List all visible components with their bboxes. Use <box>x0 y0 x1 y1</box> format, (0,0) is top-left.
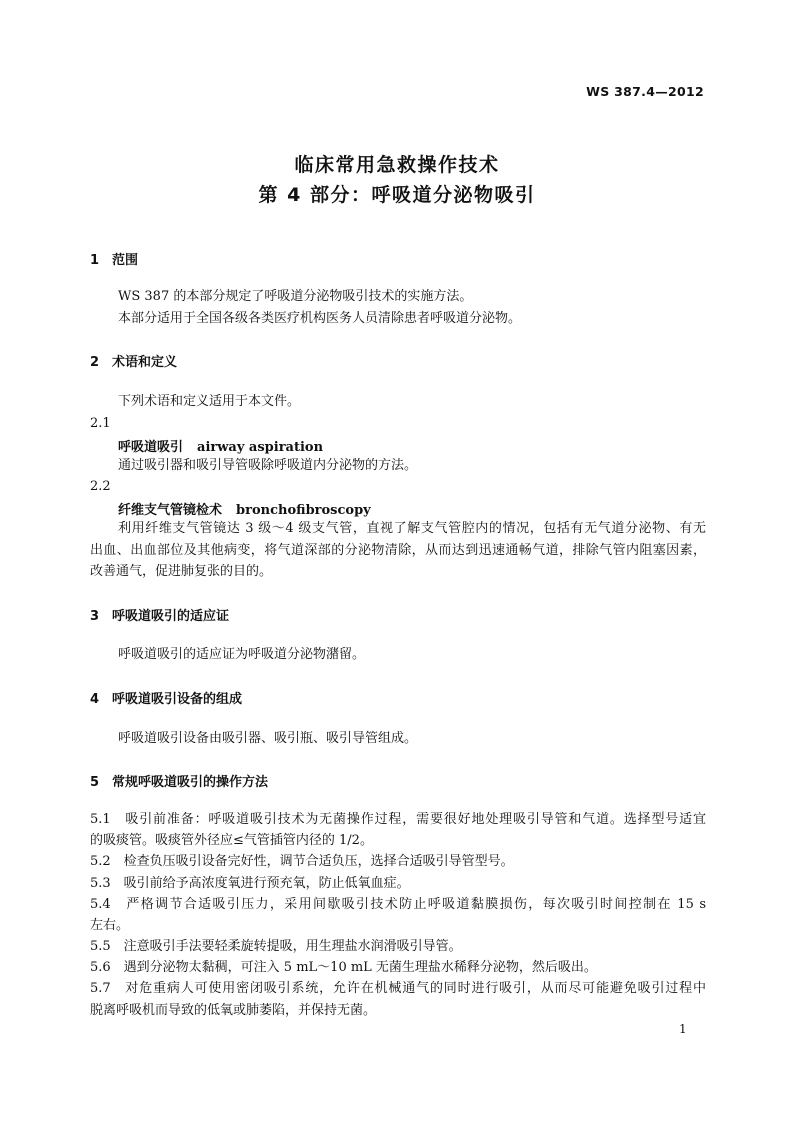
clause-5-1-cont: 的吸痰管。吸痰管外径应≤气管插管内径的 1/2。 <box>90 833 373 848</box>
term-definition: 通过吸引器和吸引导管吸除呼吸道内分泌物的方法。 <box>118 458 418 473</box>
section-number: 3 <box>90 609 100 624</box>
clause-5-4: 5.4 严格调节合适吸引压力，采用间歇吸引技术防止呼吸道黏膜损伤，每次吸引时间控制在 15 s <box>90 897 706 912</box>
term-definition: 出血、出血部位及其他病变，将气道深部的分泌物清除，从而达到迅速通畅气道，排除气管内阻塞因素， <box>90 543 706 558</box>
section-5-heading <box>90 771 268 790</box>
section-number: 5 <box>90 775 100 790</box>
paragraph: 呼吸道吸引设备由吸引器、吸引瓶、吸引导管组成。 <box>118 731 418 746</box>
clause-5-2: 5.2 检查负压吸引设备完好性，调节合适负压，选择合适吸引导管型号。 <box>90 854 514 869</box>
clause-5-4-cont: 左右。 <box>90 918 130 933</box>
section-1-heading <box>90 249 138 268</box>
section-number: 1 <box>90 253 100 268</box>
section-title: 呼吸道吸引设备的组成 <box>112 692 243 707</box>
section-2-heading <box>90 351 177 370</box>
term-zh: 纤维支气管镜检术 <box>118 503 223 518</box>
term-heading <box>118 436 323 455</box>
document-subtitle: 第 4 部分：呼吸道分泌物吸引 <box>258 184 536 206</box>
term-number: 2.1 <box>90 416 111 431</box>
section-4-heading <box>90 688 242 707</box>
clause-5-6: 5.6 遇到分泌物太黏稠，可注入 5 mL～10 mL 无菌生理盐水稀释分泌物，然后吸出。 <box>90 960 597 975</box>
paragraph: 呼吸道吸引的适应证为呼吸道分泌物潴留。 <box>118 647 366 662</box>
term-definition: 改善通气，促进肺复张的目的。 <box>90 564 273 579</box>
clause-5-7: 5.7 对危重病人可使用密闭吸引系统，允许在机械通气的同时进行吸引，从而尽可能避免吸引过程中 <box>90 981 706 996</box>
term-en: airway aspiration <box>197 440 324 455</box>
clause-5-1: 5.1 吸引前准备：呼吸道吸引技术为无菌操作过程，需要很好地处理吸引导管和气道。选择型号适宜 <box>90 812 706 827</box>
paragraph: WS 387 的本部分规定了呼吸道分泌物吸引技术的实施方法。 <box>118 289 473 304</box>
section-number: 4 <box>90 692 100 707</box>
section-title: 术语和定义 <box>112 355 178 370</box>
document-title: 临床常用急救操作技术 <box>294 154 500 176</box>
paragraph: 下列术语和定义适用于本文件。 <box>118 394 301 409</box>
term-heading <box>118 499 371 518</box>
term-number: 2.2 <box>90 479 111 494</box>
term-en: bronchofibroscopy <box>236 503 371 518</box>
section-title: 常规呼吸道吸引的操作方法 <box>112 775 269 790</box>
section-title: 范围 <box>112 253 139 268</box>
term-zh: 呼吸道吸引 <box>118 440 184 455</box>
section-number: 2 <box>90 355 100 370</box>
standard-number: WS 387.4—2012 <box>586 84 704 99</box>
clause-5-3: 5.3 吸引前给予高浓度氧进行预充氧，防止低氧血症。 <box>90 876 410 891</box>
paragraph: 本部分适用于全国各级各类医疗机构医务人员清除患者呼吸道分泌物。 <box>118 311 522 326</box>
section-3-heading <box>90 605 229 624</box>
page-number: 1 <box>679 1022 687 1036</box>
section-title: 呼吸道吸引的适应证 <box>112 609 230 624</box>
clause-5-7-cont: 脱离呼吸机而导致的低氧或肺萎陷，并保持无菌。 <box>90 1003 377 1018</box>
clause-5-5: 5.5 注意吸引手法要轻柔旋转提吸，用生理盐水润滑吸引导管。 <box>90 939 462 954</box>
term-definition: 利用纤维支气管镜达 3 级～4 级支气管，直视了解支气管腔内的情况，包括有无气道分泌物、有无 <box>118 521 706 536</box>
